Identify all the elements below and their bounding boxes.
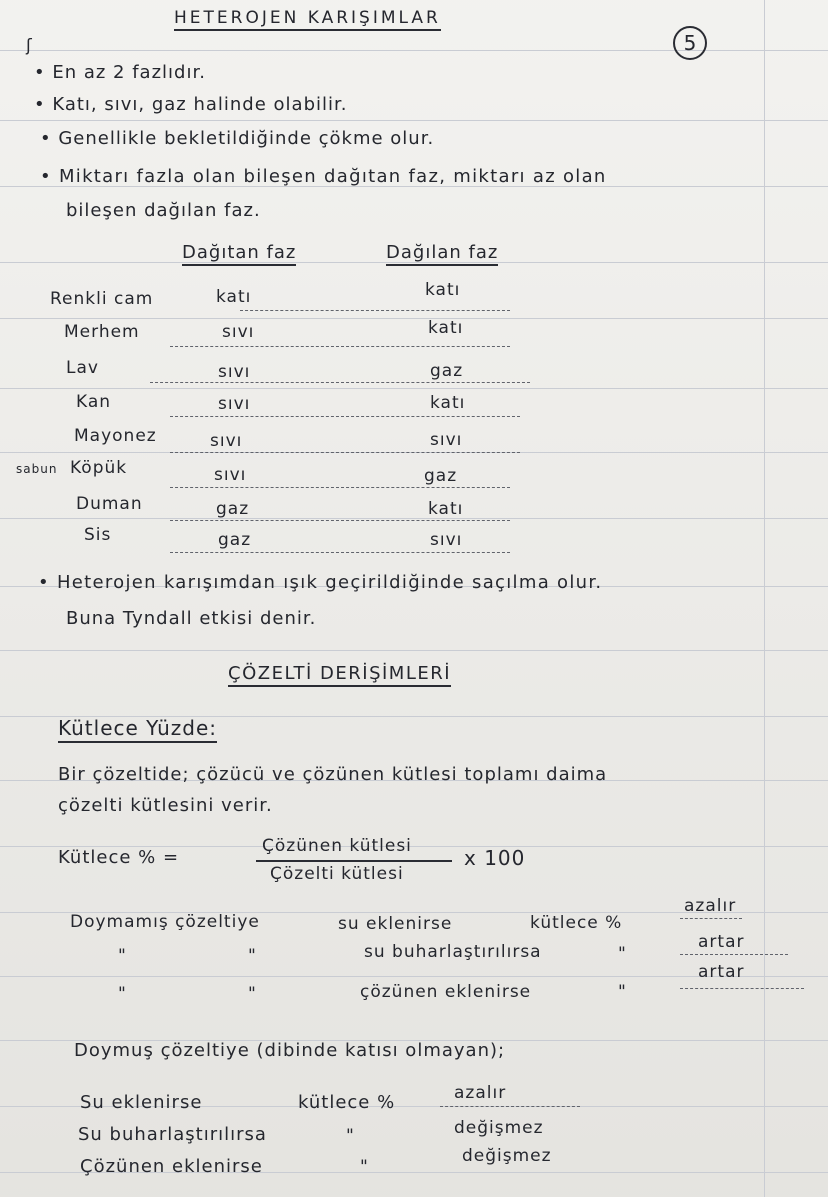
- page-number: 5: [673, 26, 707, 60]
- table-cell: gaz: [430, 361, 464, 381]
- saturated-heading: Doymuş çözeltiye (dibinde katısı olmayan);: [74, 1040, 506, 1061]
- table-cell: katı: [216, 287, 252, 307]
- ruled-line: [0, 120, 828, 121]
- saturated-result: değişmez: [462, 1146, 552, 1166]
- table-row-name: Köpük: [70, 458, 128, 478]
- fraction-bar: [256, 860, 452, 862]
- formula-numerator: Çözünen kütlesi: [262, 836, 412, 856]
- unsaturated-mid: kütlece %: [530, 913, 623, 933]
- unsaturated-action: çözünen eklenirse: [360, 982, 532, 1002]
- ruled-line: [0, 318, 828, 319]
- ditto-mark: ": [118, 946, 127, 966]
- unsaturated-result: artar: [698, 962, 745, 982]
- margin-line: [764, 0, 765, 1197]
- margin-mark: ʃ: [26, 36, 33, 56]
- saturated-action: Su eklenirse: [80, 1092, 203, 1113]
- table-cell: sıvı: [222, 322, 255, 342]
- ditto-mark: ": [360, 1157, 369, 1177]
- mass-percent-heading: Kütlece Yüzde:: [58, 716, 217, 743]
- table-row-name: Renkli cam: [50, 289, 154, 309]
- table-row-name: Merhem: [64, 322, 140, 342]
- mass-percent-desc-1: Bir çözeltide; çözücü ve çözünen kütlesi toplamı daima: [58, 764, 608, 785]
- table-cell: sıvı: [430, 430, 463, 450]
- table-cell: katı: [428, 318, 464, 338]
- ruled-line: [0, 388, 828, 389]
- ditto-mark: ": [618, 982, 627, 1002]
- ditto-mark: ": [346, 1126, 355, 1146]
- table-cell: sıvı: [214, 465, 247, 485]
- ditto-mark: ": [248, 946, 257, 966]
- tyndall-line-2: Buna Tyndall etkisi denir.: [66, 608, 317, 629]
- dash-line: [170, 416, 520, 417]
- dash-line: [150, 382, 530, 383]
- table-cell: sıvı: [218, 394, 251, 414]
- saturated-result: değişmez: [454, 1118, 544, 1138]
- table-row-name: Duman: [76, 494, 143, 514]
- table-cell: sıvı: [210, 431, 243, 451]
- table-cell: katı: [428, 499, 464, 519]
- table-cell: katı: [425, 280, 461, 300]
- tyndall-line-1: • Heterojen karışımdan ışık geçirildiğinde saçılma olur.: [38, 572, 603, 593]
- page-title: HETEROJEN KARIŞIMLAR: [174, 8, 441, 31]
- table-header-dispersed: Dağılan faz: [386, 242, 498, 266]
- dash-line: [170, 487, 510, 488]
- dash-line: [440, 1106, 580, 1107]
- unsaturated-result: artar: [698, 932, 745, 952]
- bullet-1: • En az 2 fazlıdır.: [34, 62, 206, 83]
- dash-line: [680, 918, 742, 919]
- saturated-result: azalır: [454, 1083, 507, 1103]
- table-row-name: Lav: [66, 358, 99, 378]
- ditto-mark: ": [618, 944, 627, 964]
- mass-percent-desc-2: çözelti kütlesini verir.: [58, 795, 273, 816]
- formula-left: Kütlece % =: [58, 847, 180, 868]
- dash-line: [170, 452, 520, 453]
- unsaturated-result: azalır: [684, 896, 737, 916]
- table-row-name: Kan: [76, 392, 112, 412]
- table-cell: gaz: [424, 466, 458, 486]
- saturated-action: Su buharlaştırılırsa: [78, 1124, 267, 1145]
- ditto-mark: ": [118, 984, 127, 1004]
- dash-line: [240, 310, 510, 311]
- dash-line: [680, 954, 788, 955]
- saturated-action: Çözünen eklenirse: [80, 1156, 263, 1177]
- formula-denominator: Çözelti kütlesi: [270, 864, 404, 884]
- table-cell: sıvı: [430, 530, 463, 550]
- unsaturated-action: su buharlaştırılırsa: [364, 942, 542, 962]
- bullet-2: • Katı, sıvı, gaz halinde olabilir.: [34, 94, 348, 115]
- table-row-name: Mayonez: [74, 426, 157, 446]
- bullet-3: • Genellikle bekletildiğinde çökme olur.: [40, 128, 435, 149]
- table-cell: gaz: [216, 499, 250, 519]
- ruled-line: [0, 518, 828, 519]
- unsaturated-action: su eklenirse: [338, 914, 453, 934]
- table-cell: katı: [430, 393, 466, 413]
- dash-line: [170, 346, 510, 347]
- table-side-note: sabun: [16, 462, 58, 476]
- table-cell: gaz: [218, 530, 252, 550]
- dash-line: [680, 988, 804, 989]
- ruled-line: [0, 650, 828, 651]
- bullet-4: • Miktarı fazla olan bileşen dağıtan faz, miktarı az olan: [40, 166, 607, 187]
- saturated-mid: kütlece %: [298, 1092, 396, 1113]
- table-row-name: Sis: [84, 525, 112, 545]
- table-header-dispersing: Dağıtan faz: [182, 242, 296, 266]
- formula-multiplier: x 100: [464, 846, 526, 870]
- section2-title: ÇÖZELTİ DERİŞİMLERİ: [228, 663, 451, 687]
- table-cell: sıvı: [218, 362, 251, 382]
- bullet-4-cont: bileşen dağılan faz.: [66, 200, 261, 221]
- dash-line: [170, 552, 510, 553]
- ditto-mark: ": [248, 984, 257, 1004]
- dash-line: [170, 520, 510, 521]
- unsaturated-prefix: Doymamış çözeltiye: [70, 912, 260, 932]
